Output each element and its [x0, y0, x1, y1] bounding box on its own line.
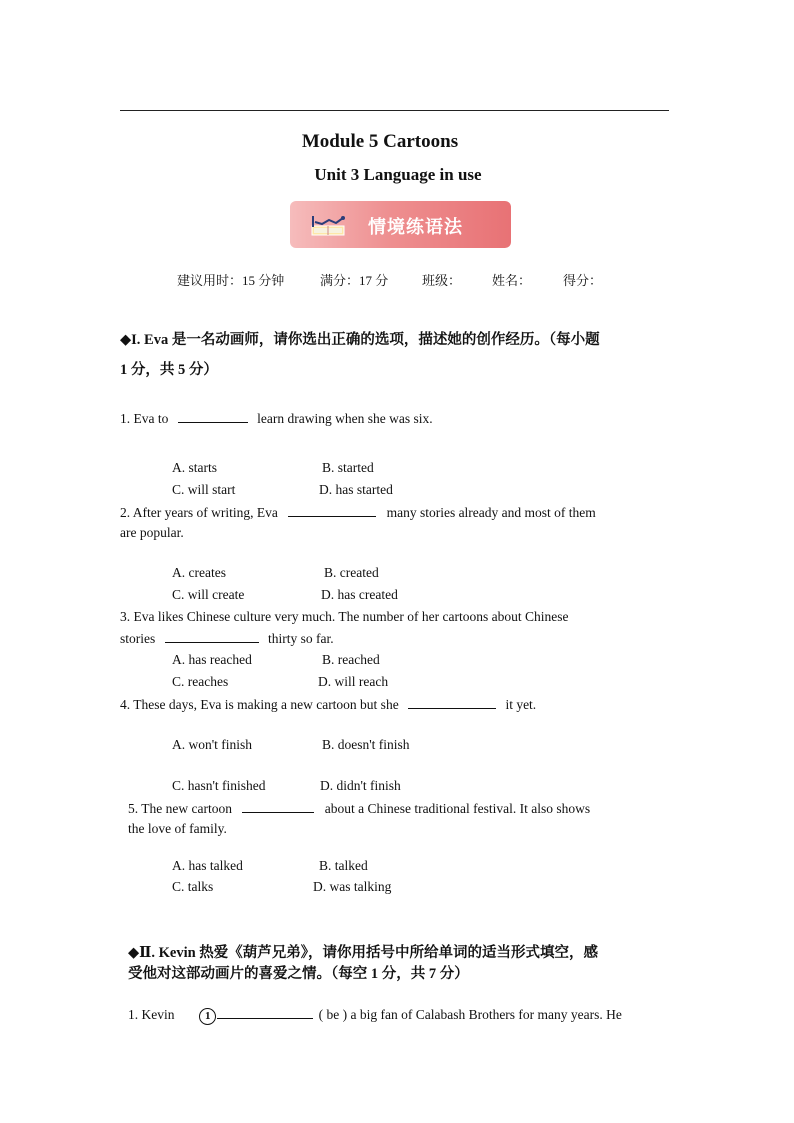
question-stem: 1. Kevin [128, 1007, 175, 1022]
answer-blank[interactable] [242, 800, 314, 813]
question-stem: 1. Eva to [120, 411, 169, 426]
option[interactable]: C. will start [172, 482, 236, 497]
section2-question-1 [128, 1006, 622, 1025]
option[interactable]: C. talks [172, 879, 214, 894]
question-5 [128, 800, 590, 817]
question-stem: 2. After years of writing, Eva [120, 505, 278, 520]
answer-blank[interactable] [217, 1006, 313, 1019]
question-stem: 4. These days, Eva is making a new cartoon but she [120, 697, 399, 712]
option[interactable]: B. created [324, 565, 379, 580]
option[interactable]: A. has reached [172, 652, 252, 667]
answer-blank[interactable] [178, 410, 248, 423]
option[interactable]: D. didn't finish [320, 778, 401, 793]
answer-blank[interactable] [408, 696, 496, 709]
info-time: 建议用时：15 分钟 [177, 273, 285, 288]
unit-title: Unit 3 Language in use [314, 165, 482, 184]
question-stem: about a Chinese traditional festival. It also shows [324, 801, 591, 816]
section-banner [290, 201, 511, 248]
question-stem: stories [120, 631, 156, 646]
option[interactable]: B. doesn't finish [322, 737, 410, 752]
option[interactable]: A. won't finish [172, 737, 253, 752]
option[interactable]: B. reached [322, 652, 380, 667]
banner-label: 情境练语法 [368, 217, 463, 238]
question-2 [120, 504, 596, 521]
question-stem: the love of family. [128, 821, 227, 836]
question-3-cont [120, 630, 334, 647]
question-1 [120, 410, 433, 427]
question-3: 3. Eva likes Chinese culture very much. The number of her cartoons about Chinese [120, 609, 569, 624]
option[interactable]: B. talked [319, 858, 368, 873]
book-icon [310, 213, 346, 239]
option[interactable]: A. has talked [172, 858, 243, 873]
option[interactable]: D. will reach [318, 674, 389, 689]
question-stem: thirty so far. [268, 631, 334, 646]
option[interactable]: C. hasn't finished [172, 778, 266, 793]
question-stem: learn drawing when she was six. [257, 411, 433, 426]
section1-heading-cont: 1 分，共 5 分） [120, 362, 218, 378]
option[interactable]: D. has started [319, 482, 393, 497]
circled-number: 1 [199, 1008, 216, 1025]
option[interactable]: D. was talking [313, 879, 392, 894]
module-title: Module 5 Cartoons [301, 131, 459, 152]
question-stem: many stories already and most of them [386, 505, 596, 520]
info-got: 得分： [563, 273, 603, 288]
info-name: 姓名： [492, 273, 532, 288]
option[interactable]: A. creates [172, 565, 226, 580]
option[interactable]: C. will create [172, 587, 245, 602]
answer-blank[interactable] [288, 504, 376, 517]
question-stem: ( be ) a big fan of Calabash Brothers for many years. He [318, 1007, 622, 1022]
info-class: 班级： [422, 273, 462, 288]
option[interactable]: B. started [322, 460, 374, 475]
info-score: 满分：17 分 [320, 273, 389, 288]
section1-heading: ◆I. Eva 是一名动画师，请你选出正确的选项，描述她的创作经历。（每小题 [120, 332, 600, 348]
section2-heading-cont: 受他对这部动画片的喜爱之情。（每空 1 分，共 7 分） [128, 966, 469, 982]
option[interactable]: A. starts [172, 460, 217, 475]
question-stem: 5. The new cartoon [128, 801, 232, 816]
answer-blank[interactable] [165, 630, 259, 643]
question-stem: it yet. [505, 697, 537, 712]
option[interactable]: C. reaches [172, 674, 229, 689]
option[interactable]: D. has created [321, 587, 398, 602]
question-stem: are popular. [120, 525, 184, 540]
question-4 [120, 696, 536, 713]
section2-heading: ◆Ⅱ. Kevin 热爱《葫芦兄弟》，请你用括号中所给单词的适当形式填空，感 [128, 945, 599, 961]
header-rule [120, 110, 669, 111]
